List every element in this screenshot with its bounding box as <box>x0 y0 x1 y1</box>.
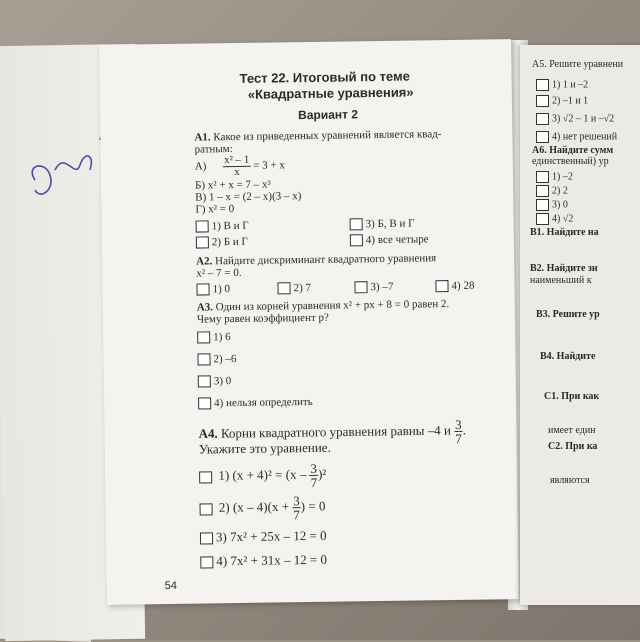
a4-answer-2-part-b: ) = 0 <box>300 498 326 514</box>
right-line-b1: B1. Найдите на <box>530 227 599 238</box>
a2-answer-1-label: 1) 0 <box>212 283 231 296</box>
right-a6-1-checkbox[interactable] <box>536 171 549 183</box>
right-a5-3-checkbox[interactable] <box>536 113 549 125</box>
page-title-line1: Тест 22. Итоговый по теме <box>239 68 410 86</box>
a1-text2: ратным: <box>194 143 233 156</box>
a1-option-b: Б) x² + x = 7 – x³ <box>195 178 271 192</box>
right-line-c2: C2. При ка <box>548 441 598 452</box>
right-a5-3-label: 3) √2 – 1 и –√2 <box>552 113 615 125</box>
right-a5-1-label: 1) 1 и –2 <box>552 79 589 91</box>
right-line-a6-3[interactable] <box>536 199 568 211</box>
a3-answer-4-label: 4) нельзя определить <box>214 395 313 410</box>
a1-answer-3[interactable] <box>350 218 415 231</box>
a1-answer-4-label: 4) все четыре <box>365 233 429 247</box>
a4-answer-2-checkbox[interactable] <box>200 503 213 515</box>
a4-answer-4-checkbox[interactable] <box>200 556 213 568</box>
right-line-c1: C1. При как <box>544 391 600 402</box>
right-line-b4: B4. Найдите <box>540 351 596 362</box>
a1-option-a-numerator: x² – 1 <box>224 153 250 167</box>
right-line-a5-1[interactable] <box>536 79 588 91</box>
a3-answer-4-checkbox[interactable] <box>198 398 211 410</box>
right-a6-3-label: 3) 0 <box>552 199 568 211</box>
a1-answer-1-label: 1) В и Г <box>211 219 249 233</box>
a2-answer-2[interactable] <box>277 282 311 295</box>
right-a5-4-label: 4) нет решений <box>552 131 618 143</box>
a2-question <box>196 252 436 267</box>
a2-answer-4[interactable] <box>435 280 474 293</box>
right-line-a6: A6. Найдите сумм <box>532 145 614 156</box>
right-a6-4-checkbox[interactable] <box>536 213 549 225</box>
a2-answer-3-label: 3) –7 <box>370 280 394 294</box>
right-a5-2-label: 2) –1 и 1 <box>552 95 589 107</box>
a4-answer-1-part-a: 1) (x + 4)² = (x – <box>218 466 307 483</box>
a3-answer-1-label: 1) 6 <box>213 331 231 344</box>
variant-heading: Вариант 2 <box>298 107 359 123</box>
a3-text2: Чему равен коэффициент p? <box>196 311 329 326</box>
right-a6-4-label: 4) √2 <box>552 213 574 225</box>
right-line-c2-cont: являются <box>550 475 590 486</box>
a2-answer-2-checkbox[interactable] <box>277 283 290 295</box>
a1-option-a-label: А) <box>194 160 207 173</box>
right-a5-1-checkbox[interactable] <box>536 79 549 91</box>
a2-answer-3[interactable] <box>354 281 393 294</box>
a4-label: A4. <box>198 425 218 442</box>
a3-answer-3[interactable] <box>198 375 232 388</box>
a4-answer-2-fraction-numerator: 3 <box>293 493 300 509</box>
a4-answer-4-label: 4) 7x² + 31x – 12 = 0 <box>216 551 328 569</box>
a4-text1: Корни квадратного уравнения равны –4 и <box>220 422 452 441</box>
a1-answer-3-checkbox[interactable] <box>350 219 363 231</box>
a2-answer-3-checkbox[interactable] <box>354 282 367 294</box>
a2-answer-1-checkbox[interactable] <box>196 284 209 296</box>
right-line-a6-cont: единственный) ур <box>532 156 609 167</box>
page-title-line2: «Квадратные уравнения» <box>247 84 414 102</box>
right-a5-4-checkbox[interactable] <box>536 131 549 143</box>
a1-answer-2[interactable] <box>196 236 248 249</box>
a4-text1-end: . <box>462 422 467 438</box>
a1-option-a-rest: = 3 + x <box>253 159 285 172</box>
a1-answer-4[interactable] <box>350 233 429 247</box>
right-page <box>520 45 640 605</box>
a3-answer-3-label: 3) 0 <box>213 375 232 388</box>
right-a6-2-label: 2) 2 <box>552 185 568 197</box>
right-a6-3-checkbox[interactable] <box>536 199 549 211</box>
a4-answer-4[interactable] <box>200 552 327 570</box>
a2-text2: x² – 7 = 0. <box>196 266 242 280</box>
right-a6-2-checkbox[interactable] <box>536 185 549 197</box>
a4-fraction-denominator: 7 <box>455 430 462 446</box>
a1-label: A1. <box>194 131 211 144</box>
right-line-b2: B2. Найдите зн <box>530 263 598 274</box>
a4-answer-3[interactable] <box>200 528 327 546</box>
a1-option-a-denominator: x <box>234 165 240 179</box>
a1-answer-1[interactable] <box>196 220 249 233</box>
a3-answer-2-checkbox[interactable] <box>197 354 210 366</box>
a2-answer-1[interactable] <box>196 283 230 296</box>
a1-option-g: Г) x² = 0 <box>195 203 235 216</box>
a4-answer-1-fraction <box>309 462 318 489</box>
a4-answer-1-fraction-numerator: 3 <box>310 460 318 476</box>
right-line-b3: B3. Решите ур <box>536 309 600 320</box>
a3-answer-1-checkbox[interactable] <box>197 332 210 344</box>
a1-answer-3-label: 3) Б, В и Г <box>365 217 415 231</box>
a1-text1: Какое из приведенных уравнений является квад- <box>213 128 442 144</box>
right-line-b2-cont: наименьший к <box>530 275 592 286</box>
a3-text1: Один из корней уравнения x² + px + 8 = 0 равен 2. <box>215 298 450 314</box>
a4-answer-2-part-a: 2) (x – 4)(x + <box>218 498 290 515</box>
a4-answer-2[interactable] <box>199 494 325 523</box>
a2-answer-2-label: 2) 7 <box>293 281 312 295</box>
a3-label: A3. <box>196 301 214 314</box>
right-line-a6-1[interactable] <box>536 171 573 183</box>
a4-answer-3-label: 3) 7x² + 25x – 12 = 0 <box>215 527 327 545</box>
a4-answer-1-checkbox[interactable] <box>199 471 212 483</box>
right-a5-2-checkbox[interactable] <box>536 95 549 107</box>
a3-answer-3-checkbox[interactable] <box>198 376 211 388</box>
a1-answer-4-checkbox[interactable] <box>350 235 363 247</box>
page-number: 54 <box>164 579 178 593</box>
a2-answer-4-checkbox[interactable] <box>435 281 448 293</box>
a4-answer-1-part-b: )² <box>317 466 327 482</box>
right-line-a5: A5. Решите уравнени <box>532 59 624 70</box>
a1-answer-2-checkbox[interactable] <box>196 237 209 249</box>
a1-answer-2-label: 2) Б и Г <box>211 235 248 249</box>
right-line-a5-4[interactable] <box>536 131 617 143</box>
a4-answer-3-checkbox[interactable] <box>200 532 213 544</box>
right-line-c1-cont: имеет един <box>548 425 596 436</box>
a1-option-a <box>195 154 285 178</box>
a4-answer-1-fraction-denominator: 7 <box>310 474 318 490</box>
a4-text2: Укажите это уравнение. <box>198 439 331 457</box>
a4-answer-2-fraction-denominator: 7 <box>293 507 300 523</box>
a2-label: A2. <box>196 255 213 268</box>
right-line-a6-4[interactable] <box>536 213 573 225</box>
right-line-a5-3[interactable] <box>536 113 614 125</box>
right-line-a6-2[interactable] <box>536 185 568 197</box>
a2-answer-4-label: 4) 28 <box>451 279 475 293</box>
a3-answer-1[interactable] <box>197 331 231 344</box>
a3-answer-4[interactable] <box>198 396 313 410</box>
a4-fraction-numerator: 3 <box>455 416 462 432</box>
right-line-a5-2[interactable] <box>536 95 588 107</box>
a1-question <box>194 128 441 143</box>
a2-text1: Найдите дискриминант квадратного уравнения <box>215 252 437 268</box>
left-page <box>99 39 519 605</box>
a1-option-v: В) 1 – x = (2 – x)(3 – x) <box>195 190 302 204</box>
a3-answer-2-label: 2) –6 <box>213 353 237 366</box>
right-a6-1-label: 1) –2 <box>552 171 573 183</box>
a1-option-a-fraction <box>223 155 251 178</box>
a4-answer-1[interactable] <box>199 462 326 491</box>
a3-answer-2[interactable] <box>197 353 236 366</box>
a1-answer-1-checkbox[interactable] <box>196 221 209 233</box>
